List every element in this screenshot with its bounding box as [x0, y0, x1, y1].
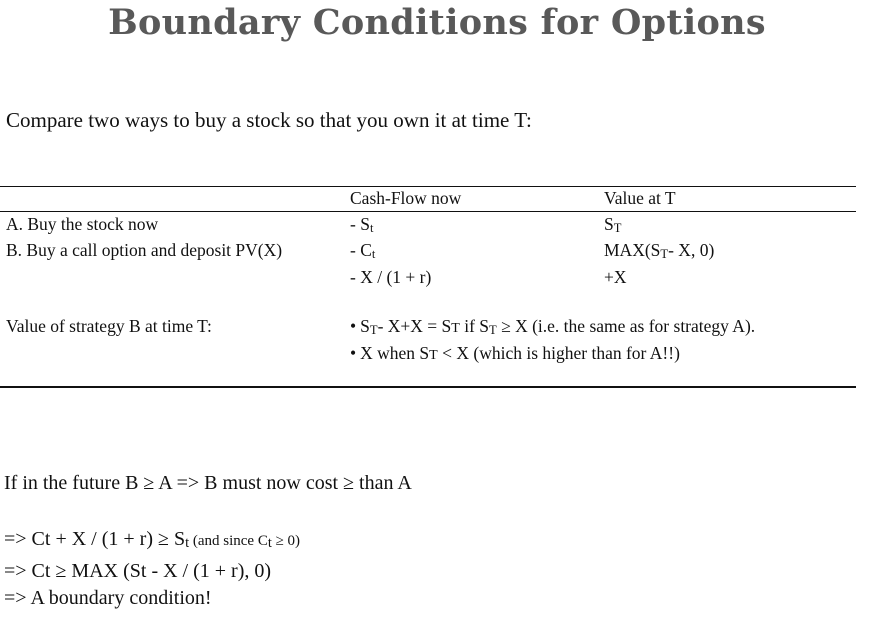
- table-bottom-rule: [0, 386, 856, 388]
- row-b-value: $MAX(S_T-$ X, 0): [604, 240, 715, 261]
- intro-text: Compare two ways to buy a stock so that you own it at time T:: [6, 108, 532, 132]
- row-a-label: A. Buy the stock now: [6, 214, 159, 234]
- row-b2-value: +X: [604, 267, 627, 287]
- bullet-icon: •: [350, 343, 357, 363]
- page-title: Boundary Conditions for Options: [108, 2, 766, 43]
- conclusion-line-4: => A boundary condition!: [4, 587, 212, 609]
- bullet-icon: •: [350, 316, 357, 336]
- conclusion-line-2: => $Ct + X / (1 + r) \ge S_t$ (and since $C_t \ge 0$): [4, 528, 301, 552]
- header-value-at-t: Value at T: [604, 188, 676, 208]
- conclusion-line-3: => Ct ≥ MAX (St - X / (1 + r), 0): [4, 560, 272, 582]
- strategy-label: Value of strategy B at time T:: [6, 316, 212, 336]
- strategy-bullet-1: • $S_T-$ X+X = ST if $S_T \ge X$ (i.e. the same as for strategy A).: [350, 316, 756, 337]
- header-cash-flow: Cash-Flow now: [350, 188, 462, 208]
- row-a-cash: - $S_t$: [350, 214, 374, 235]
- row-b-cash: - $C_t$: [350, 240, 376, 261]
- table-top-rule: [0, 186, 856, 187]
- row-a-value: $S_T$: [604, 214, 622, 235]
- conclusion-line-1: If in the future B ≥ A => B must now cost ≥ than A: [4, 472, 412, 494]
- row-b2-cash: - X / (1 + r): [350, 267, 432, 287]
- header-rule: [0, 211, 856, 212]
- row-b-label: B. Buy a call option and deposit PV(X): [6, 240, 283, 260]
- strategy-bullet-2: • X when ST < X (which is higher than for A!!): [350, 343, 680, 363]
